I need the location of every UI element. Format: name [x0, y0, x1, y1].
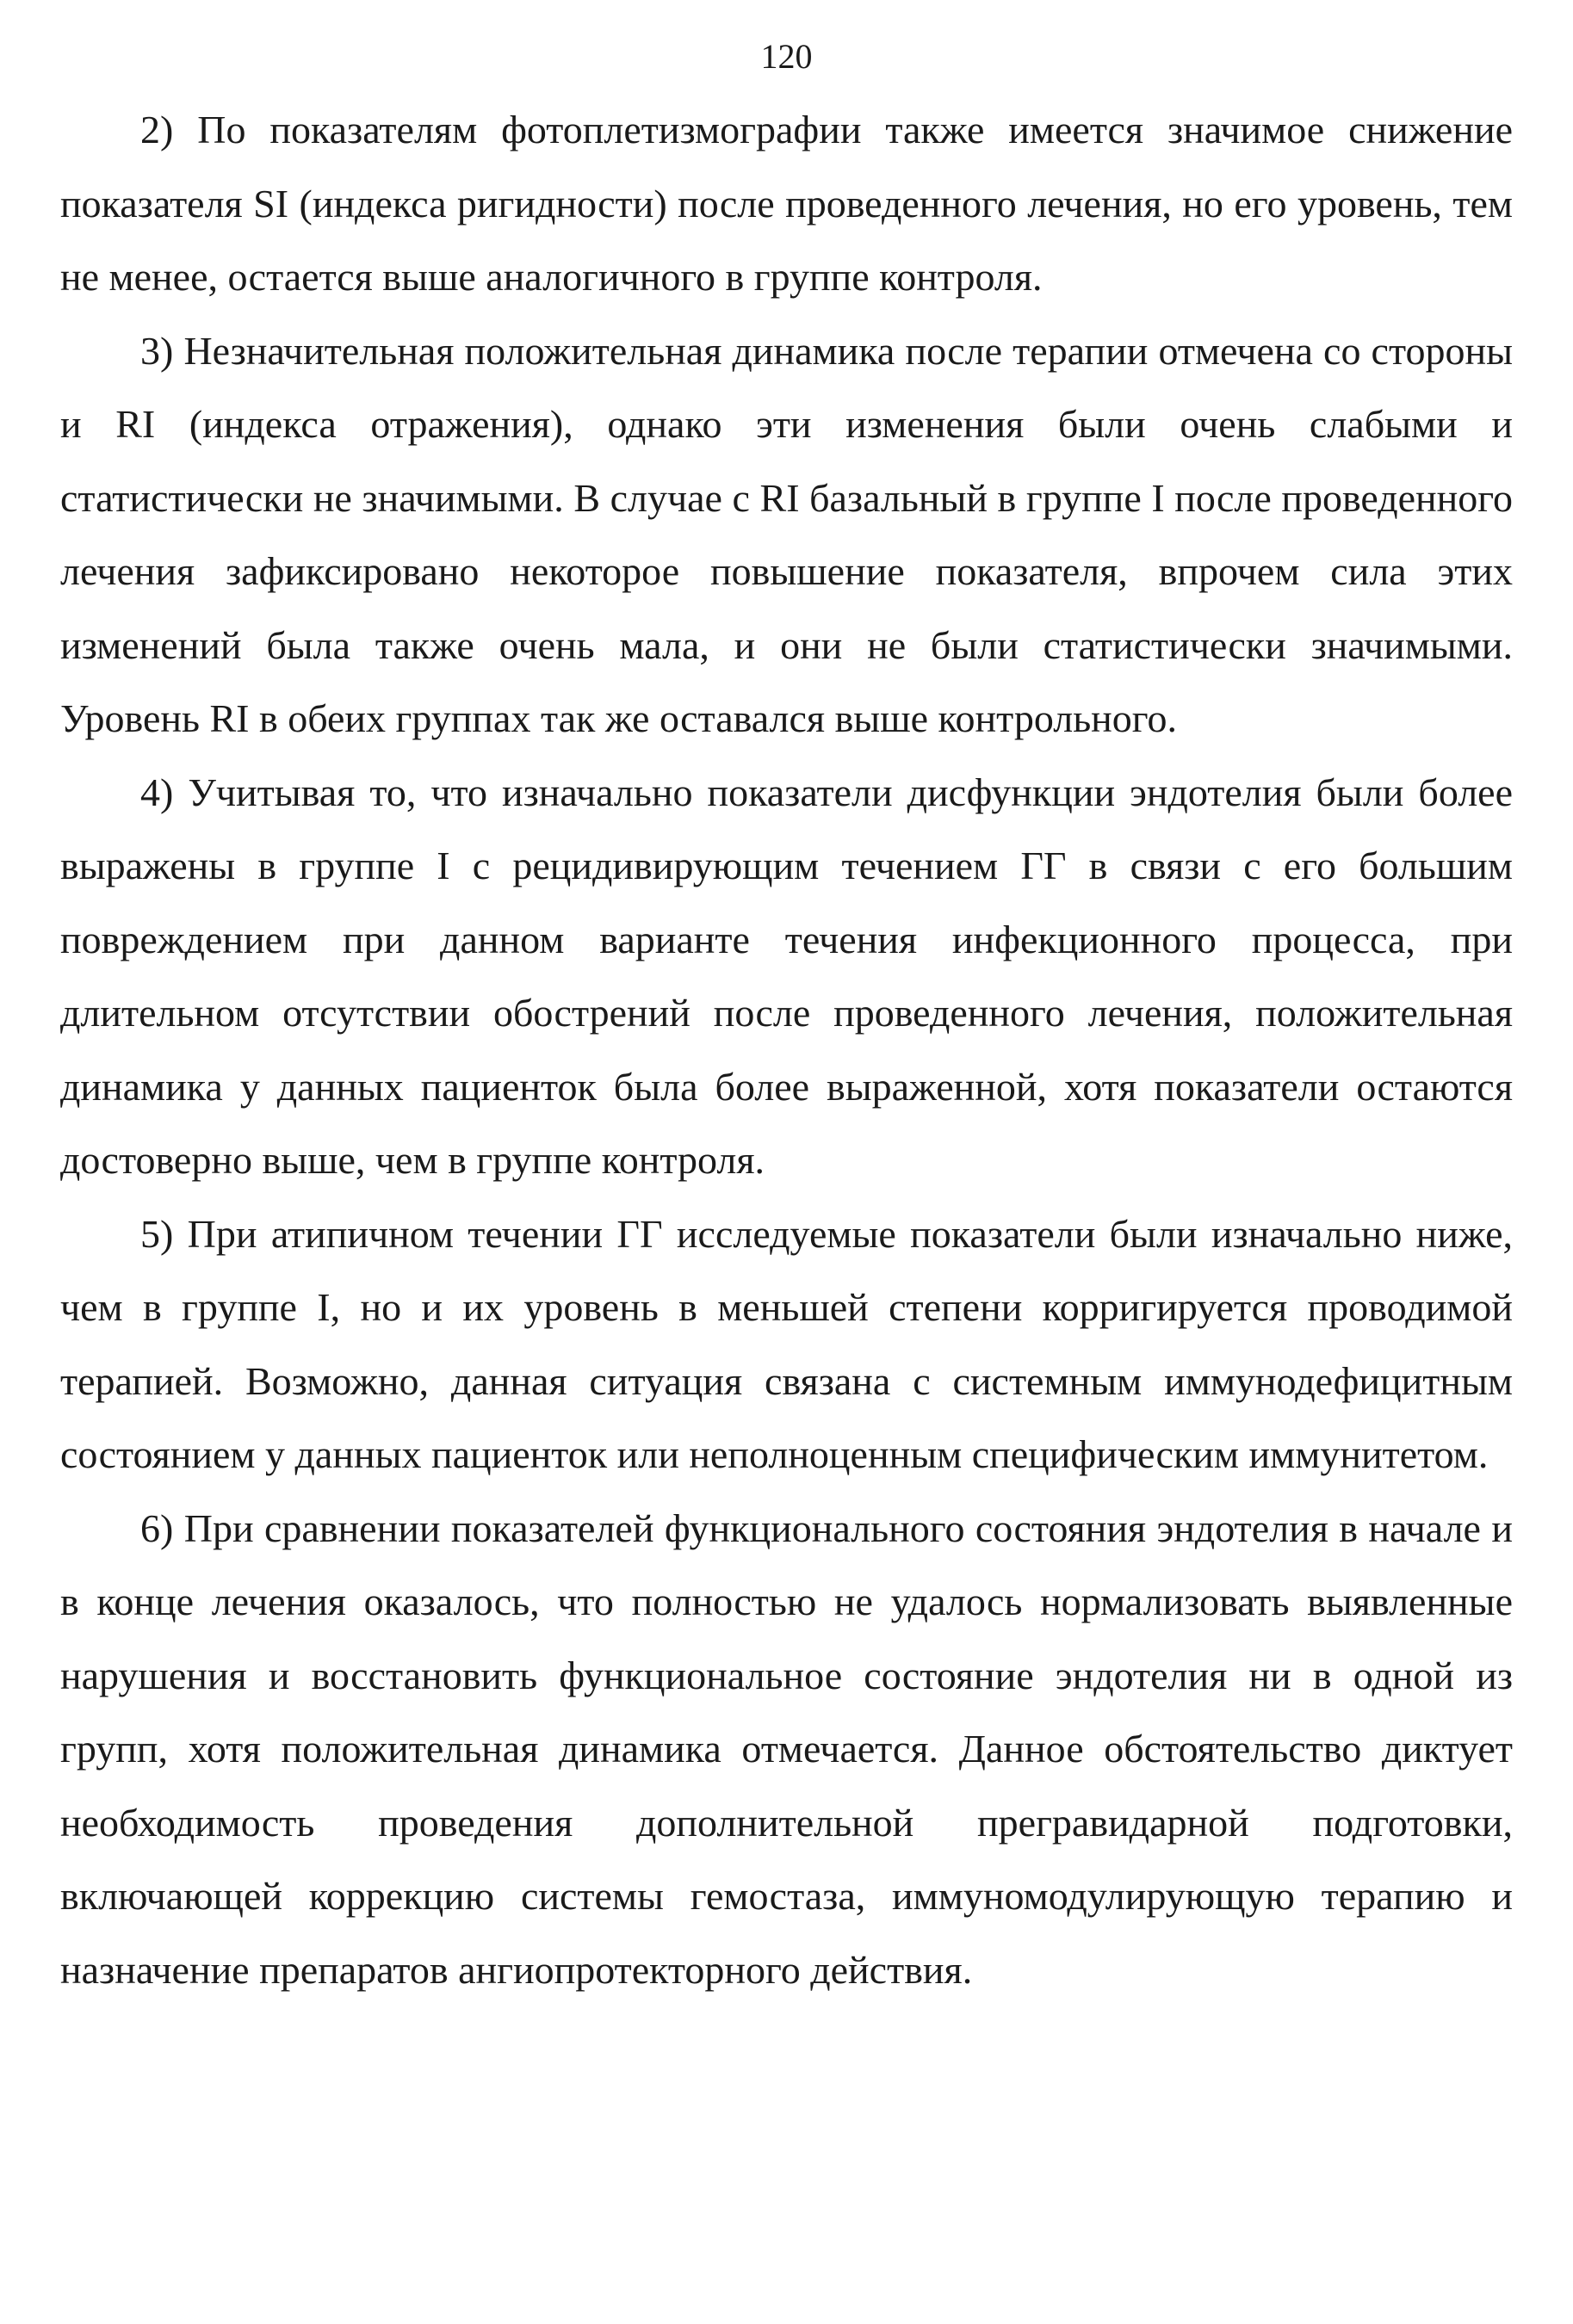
paragraph-conclusion-5: 5) При атипичном течении ГГ исследуемые показатели были изначально ниже, чем в группе I, но и их уровень в меньшей степени корригируется проводимой терапией. Возможно, данная ситуация связана с системным иммунодефицитным состоянием у данных пациенток или неполноценным специфическим иммунитетом.: [60, 1211, 1513, 1476]
paragraph-conclusion-4: 4) Учитывая то, что изначально показатели дисфункции эндотелия были более выражены в группе I с рецидивирующим течением ГГ в связи с его большим повреждением при данном варианте течения инфекционного процесса, при длительном отсутствии обострений после проведенного лечения, положительная динамика у данных пациенток была более выраженной, хотя показатели остаются достоверно выше, чем в группе контроля.: [60, 770, 1513, 1182]
page-number: 120: [760, 37, 813, 76]
paragraph-conclusion-6: 6) При сравнении показателей функционального состояния эндотелия в начале и в конце лечения оказалось, что полностью не удалось нормализовать выявленные нарушения и восстановить функциональное состояние эндотелия ни в одной из групп, хотя положительная динамика отмечается. Данное обстоятельство диктует необходимость проведения дополнительной прегравидарной подготовки, включающей коррекцию системы гемостаза, иммуномодулирующую терапию и назначение препаратов ангиопротекторного действия.: [60, 1505, 1513, 1992]
paragraph-conclusion-3: 3) Незначительная положительная динамика после терапии отмечена со стороны и RI (индекса отражения), однако эти изменения были очень слабыми и статистически не значимыми. В случае с RI базальный в группе I после проведенного лечения зафиксировано некоторое повышение показателя, впрочем сила этих изменений была также очень мала, и они не были статистически значимыми. Уровень RI в обеих группах так же оставался выше контрольного.: [60, 328, 1513, 740]
body-text: [60, 93, 1513, 2006]
paragraph-conclusion-2: 2) По показателям фотоплетизмографии также имеется значимое снижение показателя SI (индекса ригидности) после проведенного лечения, но его уровень, тем не менее, остается выше аналогичного в группе контроля.: [60, 108, 1513, 299]
